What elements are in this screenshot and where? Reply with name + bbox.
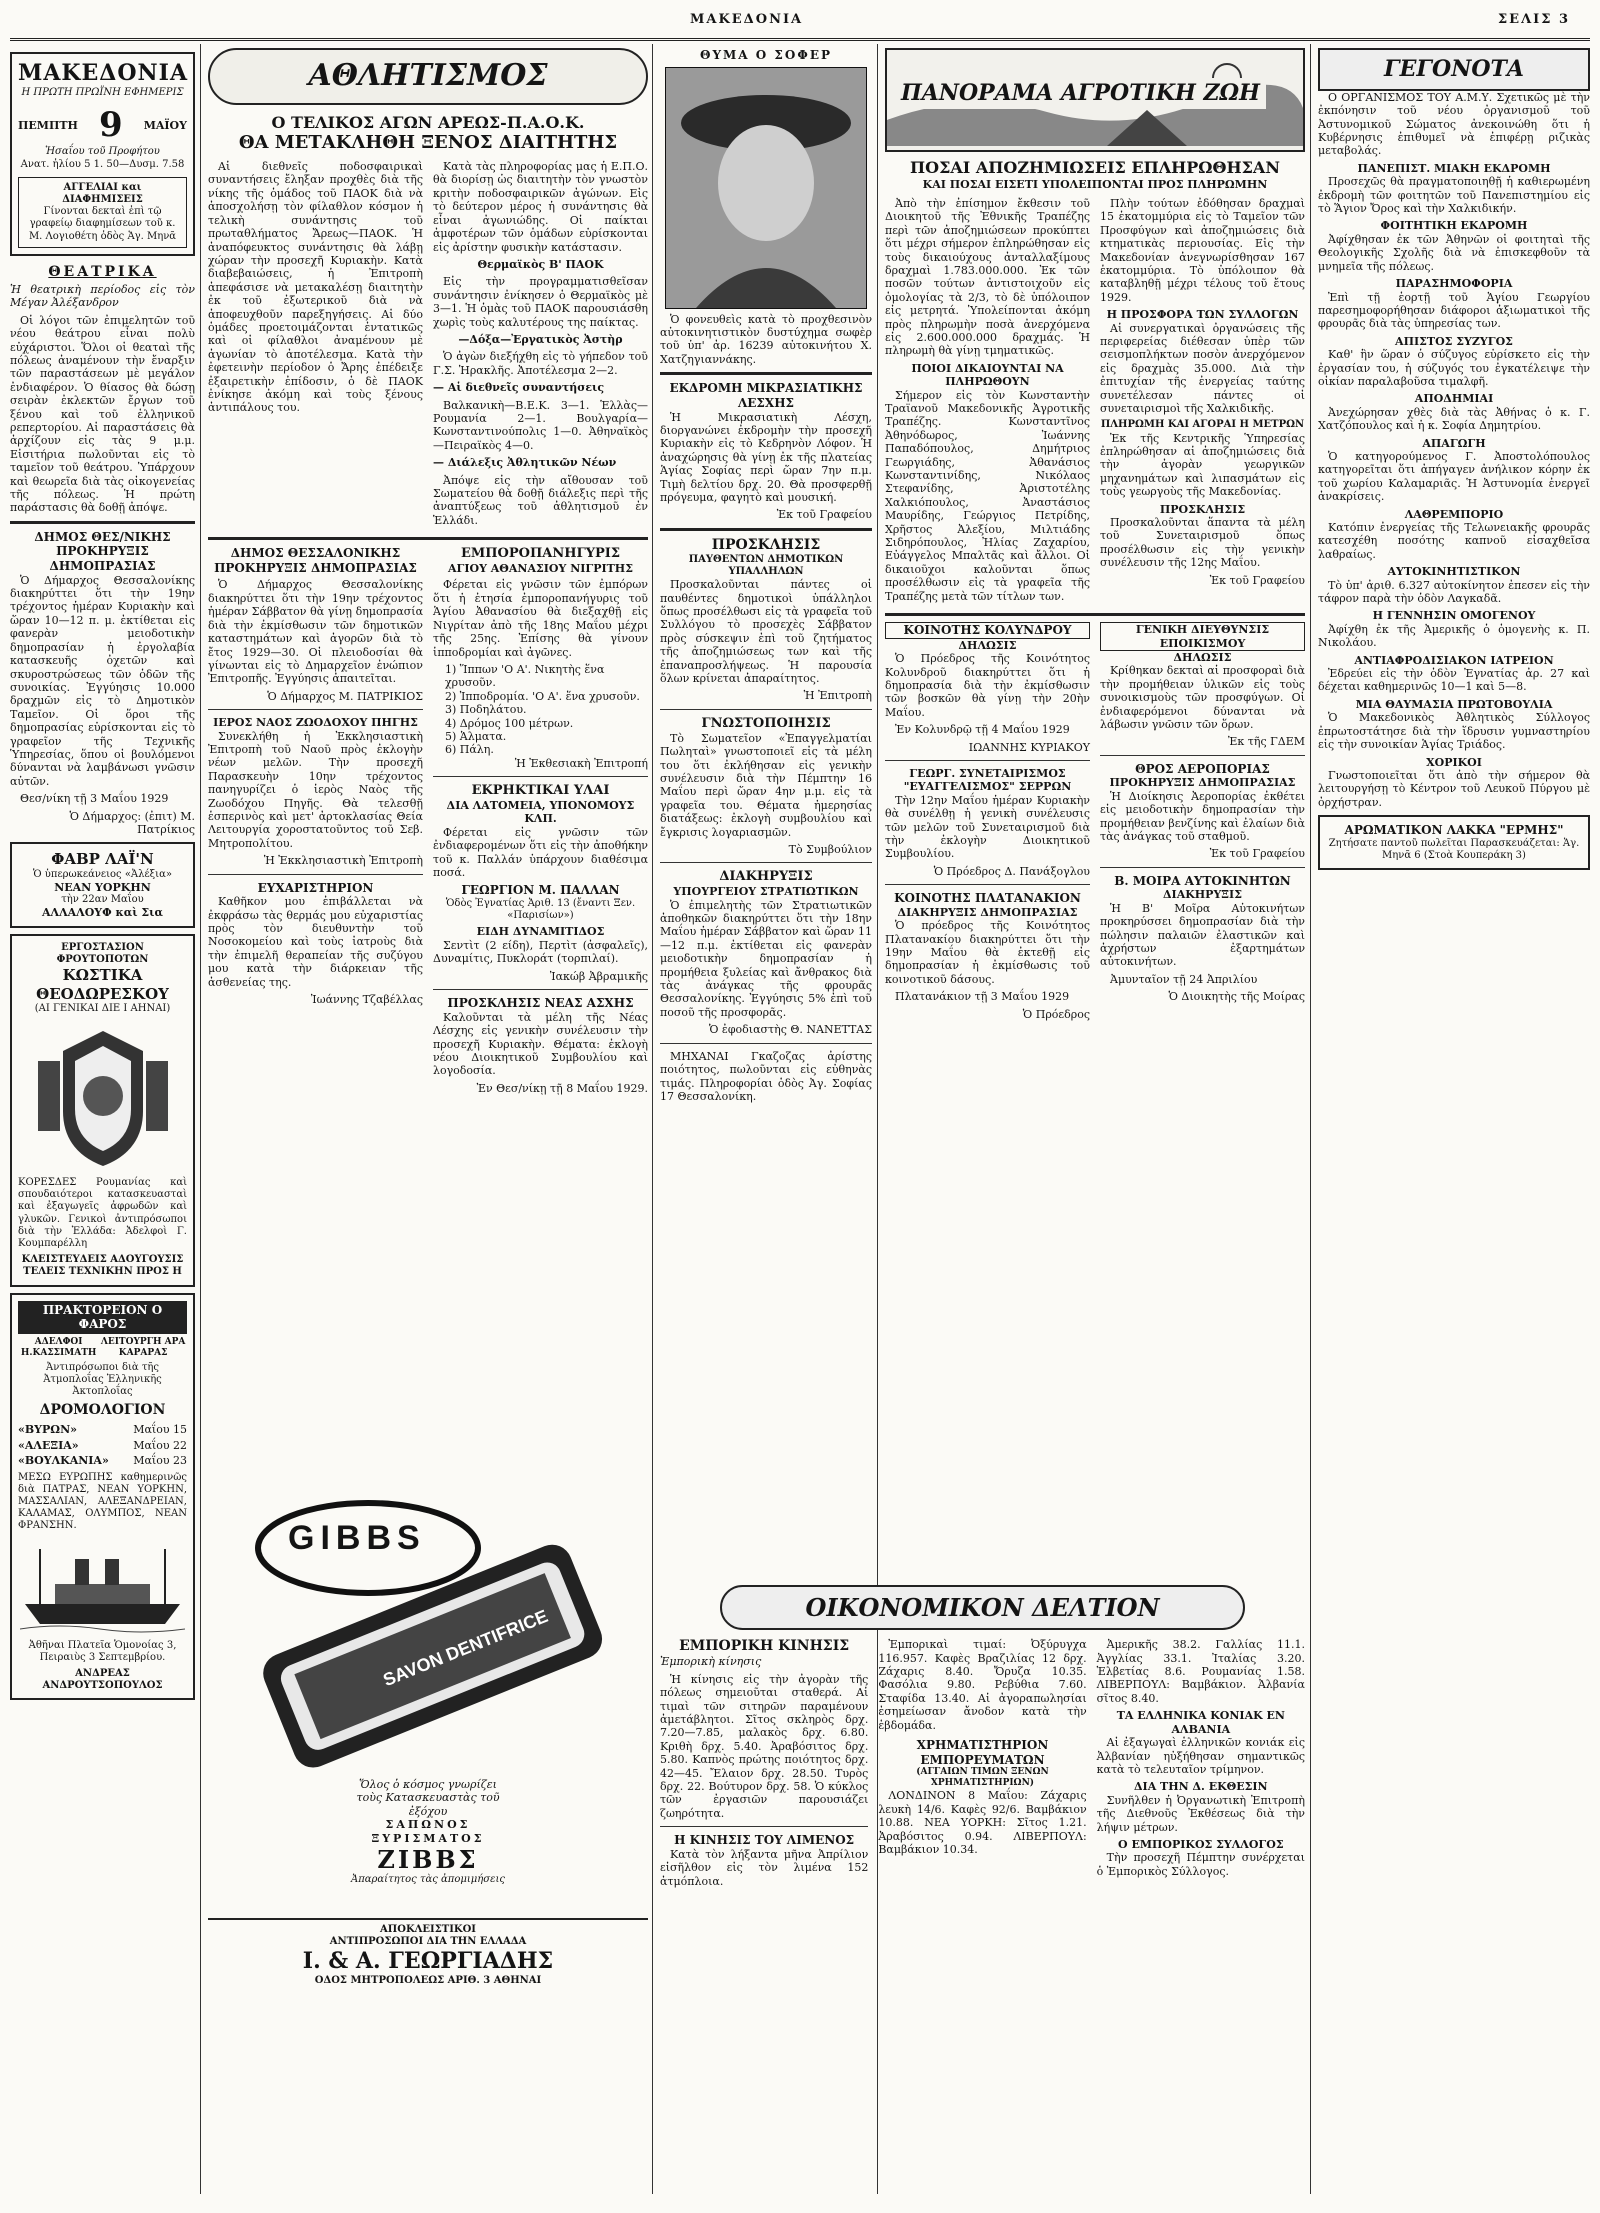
- column-2: [208, 48, 648, 2198]
- athletics-head2: ΘΑ ΜΕΤΑΚΛΗΘΗ ΞΕΝΟΣ ΔΙΑΙΤΗΤΗΣ: [238, 132, 618, 154]
- aviation-heading2: ΠΡΟΚΗΡΥΞΙΣ ΔΗΜΟΠΡΑΣΙΑΣ: [1109, 776, 1296, 790]
- econ-sub3: ΔΙΑ ΤΗΝ Δ. ΕΚΘΕΣΙΝ: [1134, 1780, 1268, 1794]
- victim-photo: [665, 67, 867, 309]
- facts-sub10: ΑΝΤΙΑΦΡΟΔΙΣΙΑΚΟΝ ΙΑΤΡΕΙΟΝ: [1354, 653, 1554, 667]
- notice1-heading2: ΠΡΟΚΗΡΥΞΙΣ ΔΗΜΟΠΡΑΣΙΑΣ: [49, 544, 156, 574]
- koinotis-sign: ΙΩΑΝΝΗΣ ΚΥΡΙΑΚΟΥ: [968, 740, 1090, 754]
- ship-name: «ΒΥΡΩΝ»: [18, 1423, 78, 1437]
- economic-section: [660, 1585, 1305, 2205]
- facts-sub2: ΦΟΙΤΗΤΙΚΗ ΕΚΔΡΟΜΗ: [1380, 219, 1528, 233]
- faros-title: ΠΡΑΚΤΟΡΕΙΟΝ Ο ΦΑΡΟΣ: [18, 1301, 187, 1334]
- athletics-sub2-text: Ὁ ἀγὼν διεξήχθη εἰς τὸ γήπεδον τοῦ Γ.Σ. Ἡρακλῆς. Ἀποτέλεσμα 2—2.: [433, 350, 648, 377]
- kostika-name: ΚΩΣΤΙΚΑ ΘΕΟΔΩΡΕΣΚΟΥ: [36, 966, 169, 1003]
- notice2-heading1: ΔΗΜΟΣ ΘΕΣΣΑΛΟΝΙΚΗΣ: [230, 546, 401, 561]
- masthead-date: 9: [98, 105, 123, 146]
- facts-sub6-text: Ὁ κατηγορούμενος Γ. Ἀποστολόπουλος κατηγορεῖται ὅτι ἀπήγαγεν ἀνήλικον κόρην ἐκ τοῦ χωρίου Καλαμαριᾶς. Ἡ Ἀστυνομία ἐνεργεῖ ἀνακρίσεις.: [1318, 449, 1590, 504]
- faros-lines: Ἀντιπρόσωποι διὰ τῆς Ἀτμοπλοΐας Ἑλληνικῆς Ἀκτοπλοΐας: [43, 1361, 162, 1398]
- header-paper-name: ΜΑΚΕΔΟΝΙΑ: [690, 12, 804, 27]
- facts-sub12: ΧΟΡΙΚΟΙ: [1426, 755, 1482, 769]
- school-heading: ΠΡΟΣΚΛΗΣΙΣ ΝΕΑΣ ΑΣΧΗΣ: [447, 996, 634, 1011]
- facts-sub10-text: Ἐδρεύει εἰς τὴν ὁδὸν Ἐγνατίας ἀρ. 27 καὶ δέχεται καθημερινῶς 10—1 καὶ 5—8.: [1318, 667, 1590, 694]
- masthead-day: ΠΕΜΠΤΗ: [18, 119, 78, 133]
- cars-body: Ἡ Β' Μοῖρα Αὐτοκινήτων προκηρύσσει δημοπρασίαν διὰ τὴν πώλησιν παλαιῶν ἐλαστικῶν καὶ ἀχρήστων ἐξαρτημάτων αὐτοκινήτων.: [1100, 901, 1305, 969]
- rural-sub-text: Σήμερον εἰς τὸν Κωνσταντὴν Τραϊανοῦ Μακεδονικῆς Ἀγροτικῆς Τραπέζης. Κωνσταντῖνος Ἀθηνόδωρος, Ἰωάννης Παπαδόπουλος, Δημήτριος Γεωργιάδης, Ἀθανάσιος Κωνσταντινίδης, Νικόλαος Στεφανίδης, Ἀριστοτέλης Χαλκιόπουλος, Ἀναστάσιος Μαυρίδης, Γεώργιος Πετρίδης, Χρῆστος Ἀλεξίου, Μιλτιάδης Σιδηρόπουλος, Ἠλίας Ζαχαρίου, Εὐάγγελος Μπαλτᾶς καὶ ἄλλοι. Οἱ δικαιοῦχοι καλοῦνται ὅπως προσέλθωσιν εἰς τὰ γραφεῖα τῆς Τραπέζης μετὰ τῶν τίτλων των.: [885, 388, 1090, 603]
- athletics-sub4: — Διάλεξις Ἀθλητικῶν Νέων: [433, 456, 617, 470]
- ad-favre: [10, 842, 195, 927]
- gibbs-line1: Ὅλος ὁ κόσμος γνωρίζει: [359, 1778, 497, 1791]
- ads-box-title: ΑΓΓΕΛΙΑΙ και ΔΙΑΦΗΜΙΣΕΙΣ: [62, 181, 143, 206]
- explosives-heading2: ΔΙΑ ΛΑΤΟΜΕΙΑ, ΥΠΟΝΟΜΟΥΣ ΚΛΠ.: [446, 799, 635, 826]
- rural-banner: [885, 48, 1305, 152]
- koinotis-date: Ἐν Κολυνδρῷ τῇ 4 Μαΐου 1929: [895, 723, 1070, 737]
- coop-sub2-text: Προσκαλοῦνται ἅπαντα τὰ μέλη τοῦ Συνεταιρισμοῦ ὅπως προσέλθωσιν εἰς τὴν γενικὴν συνέλευσιν τῆς 12ης Μαΐου.: [1100, 516, 1305, 570]
- platanaki-sign: Ὁ Πρόεδρος: [1022, 1007, 1090, 1021]
- coop-sign: Ἐκ τοῦ Γραφείου: [1209, 573, 1305, 587]
- platanaki-heading1: ΚΟΙΝΟΤΗΣ ΠΛΑΤΑΝΑΚΙΟΝ: [894, 891, 1081, 906]
- fair-heading1: ΕΜΠΟΡΟΠΑΝΗΓΥΡΙΣ: [460, 546, 621, 562]
- theatre-lead: Ἡ θεατρικὴ περίοδος εἰς τὸν Μέγαν Ἀλέξανδρον: [10, 282, 195, 310]
- gibbs-soap: SAVON DENTIFRICE: [380, 1605, 551, 1691]
- coop-serres-sign: Ὁ Πρόεδρος Δ. Πανάξογλου: [933, 864, 1090, 878]
- announce-heading: ΓΝΩΣΤΟΠΟΙΗΣΙΣ: [701, 715, 831, 731]
- ship-date: Μαΐου 23: [133, 1454, 187, 1468]
- gibbs-company: Ι. & Α. ΓΕΩΡΓΙΑΔΗΣ: [302, 1948, 554, 1975]
- athletics-sub3-text: Βαλκανικὴ—Β.Ε.Κ. 3—1. Ἑλλὰς—Ρουμανία 2—1. Βουλγαρία—Κωνσταντινούπολις 1—0. Ἀθηναϊκὸς—Πειραϊκὸς 4—0.: [433, 398, 648, 452]
- econ-sub3-text: Συνῆλθεν ἡ Ὀργανωτικὴ Ἐπιτροπὴ τῆς Διεθνοῦς Ἐκθέσεως διὰ τὴν λήψιν μέτρων.: [1096, 1793, 1305, 1834]
- explosives-addr: Ὁδὸς Ἐγνατίας Ἀριθ. 13 (ἔναντι Ξεν. «Παρισίων»): [445, 898, 636, 922]
- favre-text: Ὁ ὑπερωκεάνειος «Ἀλέξια»: [33, 868, 172, 880]
- rural-sub: ΠΟΙΟΙ ΔΙΚΑΙΟΥΝΤΑΙ ΝΑ ΠΛΗΡΩΘΟΥΝ: [911, 361, 1064, 389]
- explosives-types-title: ΕΙΔΗ ΔΥΝΑΜΙΤΙΔΟΣ: [476, 925, 605, 939]
- facts-sub3-text: Ἐπὶ τῇ ἑορτῇ τοῦ Ἁγίου Γεωργίου παρεσημοφορήθησαν διάφοροι ἀξιωματικοὶ τῆς φρουρᾶς διὰ τὰς ὑπηρεσίας των.: [1318, 290, 1590, 331]
- notice2-body: Ὁ Δήμαρχος Θεσσαλονίκης διακηρύττει ὅτι τὴν 19ην τρέχοντος ἡμέραν Σάββατον θὰ γίνῃ δημοπρασία διὰ τὴν ἐκμίσθωσιν τῶν δημοτικῶν καταστημάτων καὶ ἀγορῶν διὰ τὸ ἔτος 1929—30. Οἱ πλειοδοσίαι θὰ γίνωνται εἰς τὸ Δημαρχεῖον ἐνώπιον Ἐπιτροπῆς. Ἐγγύησις ἀπαιτεῖται.: [208, 578, 423, 686]
- economic-banner: ΟΙΚΟΝΟΜΙΚΟΝ ΔΕΛΤΙΟΝ: [720, 1585, 1245, 1630]
- masthead-subtitle: Η ΠΡΩΤΗ ΠΡΩΪΝΗ ΕΦΗΜΕΡΙΣ: [21, 86, 184, 98]
- athletics-body-left: Αἱ διεθνεῖς ποδοσφαιρικαὶ συναντήσεις ἔληξαν προχθὲς διὰ τῆς νίκης τῆς ὁμάδος τοῦ ΠΑΟΚ διὰ νὰ ἀποσχολήσῃ τὸν φίλαθλον κόσμον ἡ τελικὴ συνάντησις τοῦ πρωταθλήματος Ἄρεως—ΠΑΟΚ. Ἡ ἀναπόφευκτος συνάντησις θὰ λάβῃ χώραν τὴν προσεχῆ Κυριακὴν. Κατὰ διαβεβαιώσεις, ἡ Ἐπιτροπὴ ἀπεφάσισε νὰ μετακαλέσῃ διαιτητὴν ἐκ τοῦ ἐξωτερικοῦ διὰ νὰ ἀποφευχθοῦν παρεξηγήσεις. Αἱ δύο ὁμάδες προετοιμάζονται ἐντατικῶς καὶ οἱ φίλαθλοι ἀναμένουν μὲ ἀγωνίαν τὸ ἀποτέλεσμα. Κατὰ τὴν ἐφετεινὴν περίοδον ὁ Ἄρης ἐπέδειξε ἐξαιρετικὴν ἐπίδοσιν, ὁ δὲ ΠΑΟΚ ἐνίκησε ἀκόμη καὶ τοὺς ξένους ἀντιπάλους του.: [208, 160, 423, 415]
- coop-sub: ΠΛΗΡΩΜΗ ΚΑΙ ΑΓΟΡΑΙ Η ΜΕΤΡΩΝ: [1100, 419, 1305, 431]
- church-sign: Ἡ Ἐκκλησιαστικὴ Ἐπιτροπὴ: [263, 854, 423, 868]
- column-rule: [652, 44, 653, 2194]
- fair-item: 2) Ἱπποδρομία. 'Ο Α'. ἕνα χρυσοῦν.: [445, 689, 640, 703]
- explosives-body: Φέρεται εἰς γνῶσιν τῶν ἐνδιαφερομένων ὅτι εἰς τὴν ἀποθήκην τοῦ κ. Παλλάν ὑπάρχουν διαθέσιμα ποσά.: [433, 825, 648, 880]
- facts-sub1-text: Προσεχῶς θὰ πραγματοποιηθῇ ἡ καθιερωμένη ἐκδρομὴ τῶν φοιτητῶν τοῦ Πανεπιστημίου εἰς τὸ Ἅγιον Ὄρος καὶ τὴν Χαλκιδικήν.: [1318, 175, 1590, 216]
- gibbs-brand: GIBBS: [288, 1519, 426, 1557]
- notice2-heading2: ΠΡΟΚΗΡΥΞΙΣ ΔΗΜΟΠΡΑΣΙΑΣ: [214, 560, 417, 575]
- fair-item: 5) Ἁλματα.: [445, 729, 507, 743]
- facts-sub8: ΑΥΤΟΚΙΝΗΤΙΣΤΙΚΟΝ: [1387, 565, 1521, 579]
- facts-body: Ο ΟΡΓΑΝΙΣΜΟΣ ΤΟΥ Α.Μ.Υ. Σχετικῶς μὲ τὴν ἐκπόνησιν τοῦ νέου ὀργανισμοῦ τοῦ Ἀστυνομικοῦ Σώματος ἀνεκοινώθη ὅτι ἡ Κυβέρνησις ἐπιθυμεῖ νὰ ἐπιφέρῃ ριζικὰς μεταβολάς.: [1318, 90, 1590, 158]
- economic-heading: ΕΜΠΟΡΙΚΗ ΚΙΝΗΣΙΣ: [679, 1638, 850, 1655]
- gibbs-line3: ἐξόχου: [408, 1804, 448, 1818]
- fair-sign: Ἡ Ἐκθεσιακὴ Ἐπιτροπή: [514, 756, 648, 770]
- school-body: Καλοῦνται τὰ μέλη τῆς Νέας Λέσχης εἰς γενικὴν συνέλευσιν τὴν προσεχῆ Κυριακὴν. Θέματα: ἐκλογὴ νέου Διοικητικοῦ Συμβουλίου καὶ λογοδοσία.: [433, 1010, 648, 1078]
- supply-heading1: ΓΕΝΙΚΗ ΔΙΕΥΘΥΝΣΙΣ ΕΠΟΙΚΙΣΜΟΥ: [1100, 622, 1305, 651]
- gibbs-line2: τοὺς Κατασκευαστὰς τοῦ: [356, 1791, 500, 1805]
- invite-heading: ΠΡΟΣΚΛΗΣΙΣ: [711, 536, 821, 553]
- invite-sign: Ἡ Ἐπιτροπὴ: [803, 689, 872, 703]
- invite-body: Προσκαλοῦνται πάντες οἱ παυθέντες δημοτικοὶ ὑπάλληλοι ὅπως προσέλθωσι εἰς τὰ γραφεῖα τοῦ Συλλόγου τὸ προσεχὲς Σάββατον πρὸς σύσκεψιν ἐπὶ τοῦ ζητήματος τῆς ἀποζημιώσεως των καὶ τῆς ἐπαναπροσλήψεως. Ἡ παρουσία ὅλων κρίνεται ἀπαραίτητος.: [660, 578, 872, 686]
- econ-sub2-text: Αἱ ἐξαγωγαὶ ἑλληνικῶν κονιάκ εἰς Ἀλβανίαν ηὐξήθησαν σημαντικῶς κατὰ τὸ τελευταῖον τρίμηνον.: [1096, 1736, 1305, 1776]
- faros-right: ΛΕΙΤΟΥΡΓΗ ΑΡΑ ΚΑΡΑΡΑΣ: [100, 1336, 186, 1358]
- exchange-body: ΛΟΝΔΙΝΟΝ 8 Μαΐου: Ζάχαρις λευκὴ 14/6. Καφὲς 92/6. Βαμβάκιον 10.88. ΝΕΑ ΥΟΡΚΗ: Σῖτος 1.21. Ἀραβόσιτος 0.94. ΛΙΒΕΡΠΟΥΛ: Βαμβάκιον 10.34.: [878, 1789, 1087, 1856]
- facts-sub5: ΑΠΟΔΗΜΙΑΙ: [1414, 392, 1494, 406]
- facts-sub6: ΑΠΑΓΩΓΗ: [1422, 436, 1486, 450]
- facts-sub5-text: Ἀνεχώρησαν χθὲς διὰ τὰς Ἀθήνας ὁ κ. Γ. Χατζόπουλος καὶ ἡ κ. Σοφία Δημητρίου.: [1318, 405, 1590, 433]
- theatre-body: Οἱ λόγοι τῶν ἐπιμελητῶν τοῦ νέου θεάτρου εἶναι πολὺ εὐχάριστοι. Ὅλοι οἱ θεαταὶ τῆς πόλεως ἀναμένουν τὴν ἔναρξιν τῶν παραστάσεων μὲ μεγάλον ἐνδιαφέρον. Ὁ θίασος θὰ δώσῃ σειρὰν ἐκλεκτῶν ἔργων τοῦ ξένου καὶ τοῦ ἑλληνικοῦ ρεπερτορίου. Αἱ παραστάσεις θὰ ἀρχίζουν εἰς τὰς 9 μ.μ. Εἰσιτήρια πωλοῦνται εἰς τὸ ταμεῖον τοῦ θεάτρου. Ὑπάρχουν καὶ θεωρεῖα διὰ τὰς οἰκογενείας τῆς πόλεως. Ἡ πρώτη παράστασις θὰ δοθῇ ἀπόψε.: [10, 313, 195, 515]
- masthead: [10, 52, 195, 256]
- athletics-sub2: —Δόξα—Ἐργατικὸς Ἀστὴρ: [458, 332, 623, 346]
- cars-sign: Ὁ Διοικητὴς τῆς Μοίρας: [1168, 990, 1305, 1004]
- coop-sub-text: Ἐκ τῆς Κεντρικῆς Ὑπηρεσίας ἐπληρώθησαν αἱ ἀποζημιώσεις διὰ τὴν ἀγορὰν γεωργικῶν μηχανημάτων καὶ λιπασμάτων εἰς τοὺς γεωργοὺς τῆς Μακεδονίας.: [1100, 431, 1305, 499]
- coop-body: Αἱ συνεργατικαὶ ὀργανώσεις τῆς περιφερείας διέθεσαν ὑπὲρ τῶν σεισμοπλήκτων ποσὸν ἀνερχόμενον εἰς δραχμὰς 35.000. Διὰ τὴν ἐπιτυχίαν τῆς ἐνεργείας ταύτης συνετέλεσαν πάντες οἱ συνεταιρισμοὶ τῆς Χαλκιδικῆς.: [1100, 321, 1305, 416]
- faros-left: ΑΔΕΛΦΟΙ Η.ΚΑΣΣΙΜΑΤΗ: [20, 1336, 97, 1358]
- explosives-types: Σεντὶτ (2 είδη), Περτὶτ (ἀσφαλεῖς), Δυναμίτις, Πυκλοράτ (τορπιλαί).: [433, 938, 648, 966]
- econ-sub4-text: Τὴν προσεχῆ Πέμπτην συνέρχεται ὁ Ἐμπορικὸς Σύλλογος.: [1096, 1851, 1305, 1878]
- economic-body: Ἡ κίνησις εἰς τὴν ἀγορὰν τῆς πόλεως σημειοῦται σταθερά. Αἱ τιμαὶ τῶν σιτηρῶν παραμένουν ἀμετάβλητοι. Σῖτος σκληρὸς δρχ. 7.20—7.85, μαλακὸς δρχ. 6.80. Κριθὴ δρχ. 5.40. Ἀραβόσιτος δρχ. 5.80. Καπνὸς πρώτης ποιότητος δρχ. 42—45. Ἔλαιον δρχ. 28.50. Τυρὸς δρχ. 22. Βούτυρον δρχ. 58. Ὁ κύκλος τῶν ἐργασιῶν παρουσιάζει ζωηρότητα.: [660, 1672, 869, 1820]
- facts-sub8-text: Τὸ ὑπ' ἀριθ. 6.327 αὐτοκίνητον ἐπεσεν εἰς τὴν τάφρον παρὰ τὴν ὁδὸν Λαγκαδᾶ.: [1318, 578, 1590, 606]
- column-5: [1318, 48, 1590, 2198]
- athletics-sub3: — Αἱ διεθνεῖς συναντήσεις: [433, 381, 605, 395]
- column-rule: [1310, 44, 1311, 2194]
- victim-heading: ΘΥΜΑ Ο ΣΟΦΕΡ: [700, 48, 832, 62]
- gibbs-product2: ΞΥΡΙΣΜΑΤΟΣ: [371, 1831, 485, 1845]
- lakka-ad: [1318, 815, 1590, 870]
- market-col: Ἐμπορικαὶ τιμαί: Ὀξύρυγχα 116.957. Καφὲς Βραζιλίας 12 δρχ. Ζάχαρις 8.40. Ὄρυζα 10.35. Φασόλια 9.80. Ρεβύθια 7.60. Σταφίδα 13.40. Αἱ ἀγοραπωλησίαι ἐσημείωσαν ἄνοδον κατὰ τὴν ἑβδομάδα.: [878, 1638, 1087, 1732]
- column-1: [10, 48, 195, 2198]
- gibbs-tagline: Ἀπαραίτητος τὰς ἀπομιμήσεις: [351, 1874, 505, 1886]
- athletics-sub4-text: Ἀπόψε εἰς τὴν αἴθουσαν τοῦ Σωματείου θὰ δοθῇ διάλεξις περὶ τῆς ἀναπτύξεως τοῦ ἀθλητισμοῦ ἐν Ἑλλάδι.: [433, 473, 648, 527]
- theatre-heading: ΘΕΑΤΡΙΚΑ: [48, 263, 157, 280]
- army-heading1: ΔΙΑΚΗΡΥΞΙΣ: [719, 869, 813, 885]
- thanks-sign: Ἰωάννης Τζαβέλλας: [310, 993, 423, 1007]
- church-heading: ΙΕΡΟΣ ΝΑΟΣ ΖΩΟΔΟΧΟΥ ΠΗΓΗΣ: [213, 716, 418, 730]
- facts-sub12-text: Γνωστοποιεῖται ὅτι ἀπὸ τὴν σήμερον θὰ λειτουργήσῃ τὸ Κέντρον τοῦ Λευκοῦ Πύργου μὲ ὀρχήστραν.: [1318, 768, 1590, 809]
- faros-route-title: ΔΡΟΜΟΛΟΓΙΟΝ: [39, 1402, 166, 1419]
- thanks-heading: ΕΥΧΑΡΙΣΤΗΡΙΟΝ: [257, 880, 374, 895]
- platanaki-heading2: ΔΙΑΚΗΡΥΞΙΣ ΔΗΜΟΠΡΑΣΙΑΣ: [897, 905, 1078, 919]
- fair-item: 6) Πάλη.: [445, 743, 494, 757]
- platanaki-body: Ὁ πρόεδρος τῆς Κοινότητος Πλατανακίου διακηρύττει ὅτι τὴν 19ην Μαΐου θὰ ἐκτεθῇ εἰς δημοπρασίαν ἡ ἐκμίσθωσις τοῦ κοινοτικοῦ δάσους.: [885, 919, 1090, 986]
- notice1-heading1: ΔΗΜΟΣ ΘΕΣ/ΝΙΚΗΣ: [34, 529, 171, 544]
- faros-contact: Ἀθῆναι Πλατεῖα Ὁμονοίας 3, Πειραιὺς 3 Σεπτεμβρίου.: [28, 1639, 177, 1663]
- facts-banner: ΓΕΓΟΝΟΤΑ: [1318, 48, 1590, 91]
- army-heading2: ΥΠΟΥΡΓΕΙΟΥ ΣΤΡΑΤΙΩΤΙΚΩΝ: [673, 885, 859, 899]
- rural-body-left: Ἀπὸ τὴν ἐπίσημον ἔκθεσιν τοῦ Διοικητοῦ τῆς Ἐθνικῆς Τραπέζης περὶ τῶν ἀποζημιώσεων προκύπτει ὅτι μέχρι σήμερον ἐπληρώθησαν εἰς τοὺς δικαιούχους ἀνταλλαξίμους δραχμαὶ 1.783.000.000. Ἐκ τῶν ποσῶν τούτων ἀντιστοιχοῦν εἰς ὁμολογίας τὰ 2/3, τὸ δὲ ὑπόλοιπον εἰς μετρητά. Ὑπολείπονται ἀκόμη πρὸς πληρωμὴν ποσὰ ἀνερχόμενα εἰς 2.600.000.000 δραχμάς. Ἡ πληρωμὴ θὰ γίνῃ τμηματικῶς.: [885, 196, 1090, 358]
- favre-name: ΦΑΒΡ ΛΑΪ'Ν: [51, 850, 154, 869]
- coop-serres-heading1: ΓΕΩΡΓ. ΣΥΝΕΤΑΙΡΙΣΜΟΣ: [909, 766, 1066, 780]
- gibbs-product-name: ΖΙΒΒΣ: [377, 1845, 479, 1875]
- fair-body: Φέρεται εἰς γνῶσιν τῶν ἐμπόρων ὅτι ἡ ἐτησία ἐμποροπανήγυρις τοῦ Ἁγίου Ἀθανασίου θὰ διεξαχθῇ εἰς Νιγρίταν ἀπὸ τῆς 18ης Μαΐου μέχρι τῆς 25ης. Ἐπίσης θὰ γίνουν ἱπποδρομίαι καὶ ἀγῶνες.: [433, 578, 648, 659]
- ship-date: Μαΐου 22: [133, 1438, 187, 1452]
- athletics-sub1: Θερμαϊκὸς Β' ΠΑΟΚ: [477, 257, 604, 271]
- notice1-sign2: Ὁ Δήμαρχος: (ἐπιτ) Μ. Πατρίκιος: [69, 809, 195, 836]
- aviation-body: Ἡ Διοίκησις Ἀεροπορίας ἐκθέτει εἰς μειοδοτικὴν δημοπρασίαν τὴν προμήθειαν βενζίνης καὶ ἐλαίων διὰ τὰς ἀνάγκας τοῦ σταθμοῦ.: [1100, 789, 1305, 844]
- column-4: [885, 48, 1305, 1568]
- asia-sign: Ἐκ τοῦ Γραφείου: [776, 508, 872, 522]
- thanks-body: Καθῆκον μου ἐπιβάλλεται νὰ ἐκφράσω τὰς θερμάς μου εὐχαριστίας πρὸς τὸν διευθυντὴν τοῦ Νοσοκομείου καὶ τοὺς ἰατροὺς διὰ τὴν ἐπιμελῆ θεραπείαν τῆς συζύγου μου κατὰ τὴν διάρκειαν τῆς ἀσθενείας της.: [208, 895, 423, 989]
- ad-kostika: [10, 934, 195, 1287]
- announce-sign: Τὸ Συμβούλιον: [788, 842, 872, 856]
- lakka-brand: ΑΡΩΜΑΤΙΚΟΝ ΛΑΚΚΑ "ΕΡΜΗΣ": [1344, 823, 1564, 838]
- notice1-body: Ὁ Δήμαρχος Θεσσαλονίκης διακηρύττει ὅτι τὴν 19ην τρέχοντος ἡμέραν Κυριακὴν καὶ ὥραν 10—12 π. μ. ἐκτίθεται εἰς φανερὰν μειοδοτικὴν δημοπρασίαν ἡ ἐργολαβία κατασκευῆς ὀχετῶν καὶ σκυροστρώσεως τῶν ὁδῶν τῆς συνοικίας. Ἐγγύησις 10.000 δραχμῶν εἰς τὸ Δημοτικὸν Ταμεῖον. Οἱ ὅροι τῆς δημοπρασίας εὑρίσκονται εἰς τὸ γραφεῖον τῆς Τεχνικῆς Ὑπηρεσίας, ὅπου οἱ βουλόμενοι δύνανται νὰ λαμβάνωσι γνῶσιν αὐτῶν.: [10, 573, 195, 788]
- port-body: Κατὰ τὸν λήξαντα μῆνα Ἀπρίλιον εἰσῆλθον εἰς τὸν λιμένα 152 ἀτμόπλοια.: [660, 1847, 869, 1888]
- platanaki-date: Πλατανάκιον τῇ 3 Μαΐου 1929: [895, 990, 1070, 1004]
- facts-sub11: ΜΙΑ ΘΑΥΜΑΣΙΑ ΠΡΩΤΟΒΟΥΛΙΑ: [1355, 697, 1553, 711]
- school-sign: Ἐν Θεσ/νίκῃ τῇ 8 Μαΐου 1929.: [476, 1081, 648, 1095]
- athletics-sub1-text: Εἰς τὴν προγραμματισθεῖσαν συνάντησιν ἐνίκησεν ὁ Θερμαϊκὸς μὲ 3—1. Ἡ ὁμὰς τοῦ ΠΑΟΚ παρουσιάσθη χωρὶς τοὺς καλυτέρους της παίκτας.: [433, 275, 648, 329]
- fair-heading2: ΑΓΙΟΥ ΑΘΑΝΑΣΙΟΥ ΝΙΓΡΙΤΗΣ: [448, 562, 633, 576]
- army-body: Ὁ ἐπιμελητὴς τῶν Στρατιωτικῶν ἀποθηκῶν διακηρύττει ὅτι τὴν 18ην Μαΐου ἡμέραν Σάββατον καὶ ὥραν 11—12 π.μ. ἐκτίθεται εἰς φανερὰν μειοδοτικὴν δημοπρασίαν ἡ προμήθεια ξυλείας καὶ ἄνθρακος διὰ τὰς ἀνάγκας τῆς φρουρᾶς Θεσσαλονίκης. Ἐγγύησις 5% ἐπὶ τοῦ ποσοῦ τῆς προσφορᾶς.: [660, 898, 872, 1019]
- gibbs-product1: ΣΑΠΩΝΟΣ: [385, 1818, 471, 1832]
- exchange-title: ΧΡΗΜΑΤΙΣΤΗΡΙΟΝ ΕΜΠΟΡΕΥΜΑΤΩΝ: [916, 1738, 1049, 1767]
- asia-heading: ΕΚΔΡΟΜΗ ΜΙΚΡΑΣΙΑΤΙΚΗΣ ΛΕΣΧΗΣ: [669, 381, 863, 410]
- favre-route: NEAN ΥΟΡΚΗΝ: [54, 880, 151, 894]
- facts-sub4-text: Καθ' ἣν ὥραν ὁ σύζυγος εὑρίσκετο εἰς τὴν ἐργασίαν του, ἡ σύζυγός του ἐγκατέλειψε τὴν οἰκίαν παραλαβοῦσα τιμαλφῆ.: [1318, 348, 1590, 388]
- athletics-banner: ΑΘΛΗΤΙΣΜΟΣ: [208, 48, 648, 105]
- rural-head1: ΠΟΣΑΙ ΑΠΟΖΗΜΙΩΣΕΙΣ ΕΠΛΗΡΩΘΗΣΑΝ: [910, 158, 1280, 177]
- church-body: Συνεκλήθη ἡ Ἐκκλησιαστικὴ Ἐπιτροπὴ τοῦ Ναοῦ πρὸς ἐκλογὴν νέων μελῶν. Τὴν προσεχῆ Παρασκευὴν 10ην τρέχοντος πανηγυρίζει ὁ ἱερὸς Ναὸς τῆς Ζωοδόχου Πηγῆς. Θὰ τελεσθῇ ἑσπερινὸς καὶ μετ' ἀρτοκλασίας Θεία Λειτουργία χοροστατοῦντος τοῦ Σεβ. Μητροπολίτου.: [208, 729, 423, 850]
- army-sign: Ὁ ἐφοδιαστὴς Θ. ΝΑΝΕΤΤΑΣ: [708, 1023, 872, 1037]
- coat-of-arms-icon: [33, 1021, 173, 1171]
- kostika-footer: ΚΛΕΙΣΤΕΥΔΕΙΣ ΑΔΟΥΓΟΥΣΙΣ ΤΕΛΕΙΣ ΤΕΧΝΙΚΗΝ ΠΡΟΣ Η: [21, 1254, 184, 1278]
- faros-director: ΑΝΔΡΕΑΣ ΑΝΔΡΟΥΤΣΟΠΟΥΛΟΣ: [42, 1667, 163, 1692]
- victim-caption: Ὁ φονευθεὶς κατὰ τὸ προχθεσινὸν αὐτοκινητιστικὸν δυστύχημα σωφὲρ τοῦ ὑπ' ἀρ. 16239 αὐτοκινήτου Χ. Χατζηγιαννάκης.: [660, 312, 872, 366]
- notice2-sign: Ὁ Δήμαρχος Μ. ΠΑΤΡΙΚΙΟΣ: [267, 689, 423, 703]
- coop-heading: Η ΠΡΟΣΦΟΡΑ ΤΩΝ ΣΥΛΛΟΓΩΝ: [1106, 308, 1299, 322]
- supply-heading2: ΔΗΛΩΣΙΣ: [1173, 650, 1232, 664]
- gibbs-ad: [228, 1478, 638, 1898]
- aviation-heading1: ΘΡΟΣ ΑΕΡΟΠΟΡΙΑΣ: [1135, 761, 1270, 776]
- athletics-body-right: Κατὰ τὰς πληροφορίας μας ἡ Ε.Π.Ο. θὰ διορίσῃ ὡς διαιτητὴν τὸν γνωστὸν κριτὴν ποδοσφαιρικῶν ἀγώνων. Εἰς τὸ δεύτερον μέρος ἡ συνάντησις θὰ εἶναι ἀγωνιώδης. Οἱ παίκται ἀμφοτέρων τῶν ὁμάδων εὑρίσκονται εἰς ἀρίστην φυσικὴν κατάστασιν.: [433, 160, 648, 254]
- kostika-sub: (ΑΙ ΓΕΝΙΚΑΙ ΔΙΕ Ι ΑΗΝΑΙ): [34, 1002, 171, 1014]
- fair-item: 1) Ἵππων 'Ο Α'. Νικητὴς ἕνα χρυσοῦν.: [445, 662, 605, 690]
- fair-item: 4) Δρόμος 100 μέτρων.: [445, 716, 574, 730]
- koinotis-body: Ὁ Πρόεδρος τῆς Κοινότητος Κολυνδροῦ διακηρύττει ὅτι ἡ δημοπρασία διὰ τὴν ἐκμίσθωσιν τῶν βοσκῶν θὰ γίνῃ τὴν 20ὴν Μαΐου.: [885, 652, 1090, 719]
- rural-body-right: Πλὴν τούτων ἐδόθησαν δραχμαὶ 15 ἑκατομμύρια εἰς τὸ Ταμεῖον τῶν Προσφύγων καὶ ἀποζημιώσεις διὰ κτηματικὰς περιουσίας. Εἰς τὴν Μακεδονίαν ἀνεγνωρίσθησαν 167 ἑκατομμύρια. Τὸ ὑπόλοιπον θὰ καταβληθῇ μέχρι τέλους τοῦ ἔτους 1929.: [1100, 196, 1305, 304]
- rural-head2: ΚΑΙ ΠΟΣΑΙ ΕΙΣΕΤΙ ΥΠΟΛΕΙΠΟΝΤΑΙ ΠΡΟΣ ΠΛΗΡΩΜΗΝ: [922, 177, 1268, 191]
- lakka-text: Ζητήσατε παντοῦ πωλεῖται Παρασκευάζεται: Ἁγ. Μηνᾶ 6 (Στοὰ Κουπεράκη 3): [1328, 837, 1580, 861]
- ship-name: «ΑΛΕΞΙΑ»: [18, 1438, 79, 1452]
- ads-box-text: Γίνονται δεκταὶ ἐπὶ τῷ γραφείῳ διαφημίσεων τοῦ κ. Μ. Λογιοθέτη ὁδὸς Ἁγ. Μηνᾶ: [28, 206, 177, 242]
- asia-body: Ἡ Μικρασιατικὴ Λέσχη, διοργανώνει ἐκδρομὴν τὴν προσεχῆ Κυριακὴν εἰς τὸ Κεδρηνὸν Λόφον. Ἡ ἀναχώρησις θὰ γίνῃ ἐκ τῆς πλατείας Ἁγίας Σοφίας περὶ ὥραν 7ην π.μ. Τιμὴ δελτίου δρχ. 20. Θὰ προσφερθῇ πρόγευμα, φαγητὸ καὶ μουσική.: [660, 410, 872, 504]
- page-header: [10, 8, 1590, 41]
- cars-date: Ἀμυνταῖον τῇ 24 Ἀπριλίου: [1110, 972, 1258, 986]
- facts-sub7: ΛΑΘΡΕΜΠΟΡΙΟ: [1404, 507, 1504, 521]
- port-title: Η ΚΙΝΗΣΙΣ ΤΟΥ ΛΙΜΕΝΟΣ: [674, 1833, 855, 1848]
- ship-date: Μαΐου 15: [133, 1423, 187, 1437]
- coop-serres-body: Τὴν 12ην Μαΐου ἡμέραν Κυριακὴν θὰ συνέλθῃ ἡ γενικὴ συνέλευσις τῶν μελῶν τοῦ Συνεταιρισμοῦ διὰ τὴν ἐκλογὴν Διοικητικοῦ Συμβουλίου.: [885, 793, 1090, 861]
- cars-heading1: Β. ΜΟΙΡΑ ΑΥΤΟΚΙΝΗΤΩΝ: [1114, 873, 1291, 888]
- econ-sub4: Ο ΕΜΠΟΡΙΚΟΣ ΣΥΛΛΟΓΟΣ: [1118, 1837, 1284, 1851]
- explosives-heading1: ΕΚΡΗΚΤΙΚΑΙ ΥΛΑΙ: [471, 783, 610, 799]
- facts-sub4: ΑΠΙΣΤΟΣ ΣΥΖΥΓΟΣ: [1395, 334, 1513, 348]
- coop-sub2: ΠΡΟΣΚΛΗΣΙΣ: [1159, 502, 1246, 516]
- fair-item: 3) Ποδηλάτου.: [445, 703, 527, 717]
- ship-name: «ΒΟΥΛΚΑΝΙΑ»: [18, 1454, 109, 1468]
- gibbs-ex: ΑΠΟΚΛΕΙΣΤΙΚΟΙ: [380, 1924, 476, 1935]
- econ-sub2: ΤΑ ΕΛΛΗΝΙΚΑ ΚΟΝΙΑΚ ΕΝ ΑΛΒΑΝΙΑ: [1116, 1709, 1285, 1736]
- masthead-month: ΜΑΪΟΥ: [143, 119, 187, 133]
- explosives-name: ΓΕΩΡΓΙΟΝ Μ. ΠΑΛΛΑΝ: [461, 883, 620, 898]
- rural-banner-text: ΠΑΝΟΡΑΜΑ ΑΓΡΟΤΙΚΗ ΖΩΗ: [895, 78, 1266, 109]
- gibbs-address: ΟΔΟΣ ΜΗΤΡΟΠΟΛΕΩΣ ΑΡΙΘ. 3 ΑΘΗΝΑΙ: [314, 1975, 542, 1987]
- header-page-number: ΣΕΛΙΣ 3: [1497, 12, 1570, 27]
- invite-sub: ΠΑΥΘΕΝΤΩΝ ΔΗΜΟΤΙΚΩΝ ΥΠΑΛΛΗΛΩΝ: [688, 553, 844, 578]
- gibbs-rep: ΑΝΤΙΠΡΟΣΩΠΟΙ ΔΙΑ ΤΗΝ ΕΛΛΑΔΑ: [329, 1936, 527, 1948]
- machines-body: ΜΗΧΑΝΑΙ Γκαζοζας ἀρίστης ποιότητος, πωλοῦνται εἰς εὐθηνὰς τιμάς. Πληροφορίαι ὁδὸς Ἀγ. Σοφίας 17 Θεσσαλονίκη.: [660, 1049, 872, 1103]
- favre-agent: ΑΛΛΑΛΟΥΦ καὶ Σια: [42, 906, 163, 920]
- koinotis-heading1: ΚΟΙΝΟΤΗΣ ΚΟΛΥΝΔΡΟΥ: [885, 622, 1090, 639]
- aviation-sign: Ἐκ τοῦ Γραφείου: [1209, 847, 1305, 861]
- favre-date: τὴν 22αν Μαΐου: [61, 894, 144, 906]
- economic-sub: Ἐμπορικὴ κίνησις: [660, 1655, 762, 1669]
- faros-ports: ΜΕΣΩ ΕΥΡΩΠΗΣ καθημερινῶς διὰ ΠΑΤΡΑΣ, ΝΕΑΝ ΥΟΡΚΗΝ, ΜΑΣΣΑΛΙΑΝ, ΑΛΕΞΑΝΔΡΕΙΑΝ, ΚΑΛΑΜΑΣ, ΟΛΥΜΠΟΣ, ΝΕΑΝ ΦΡΑΝΣΗΝ.: [18, 1471, 187, 1532]
- ship-icon: [18, 1539, 187, 1634]
- supply-sign: Ἐκ τῆς ΓΔΕΜ: [1228, 735, 1305, 749]
- masthead-title: ΜΑΚΕΔΟΝΙΑ: [18, 60, 189, 86]
- facts-sub11-text: Ὁ Μακεδονικὸς Ἀθλητικὸς Σύλλογος ἐπρωτοστάτησε διὰ τὴν ἵδρυσιν γυμναστηρίου εἰς τὴν συνοικίαν Ἁγίας Τριάδος.: [1318, 711, 1590, 752]
- masthead-sun: Ανατ. ἡλίου 5 1. 50—Δυσμ. 7.58: [20, 158, 185, 170]
- announce-body: Τὸ Σωματεῖον «Ἐπαγγελματίαι Πωληταὶ» γνωστοποιεῖ εἰς τὰ μέλη του ὅτι ἐκλήθησαν εἰς γενικὴν συνέλευσιν διὰ τὴν Πέμπτην 16 Μαΐου περὶ ὥραν 4ην μ.μ. εἰς τὰ γραφεῖα του. Θέματα ἡμερησίας διατάξεως: ἐκλογὴ συμβουλίου καὶ ἔγκρισις λογαριασμῶν.: [660, 731, 872, 839]
- explosives-sign: Ἰακώβ Ἀβραμικῆς: [549, 969, 648, 983]
- column-3: [660, 48, 872, 1608]
- masthead-saint: Ἡσαΐου τοῦ Προφήτου: [45, 146, 160, 158]
- facts-sub1: ΠΑΝΕΠΙΣΤ. ΜΙΑΚΗ ΕΚΔΡΟΜΗ: [1357, 161, 1551, 175]
- facts-sub3: ΠΑΡΑΣΗΜΟΦΟΡΙΑ: [1395, 277, 1513, 291]
- facts-sub9-text: Ἀφίχθη ἐκ τῆς Ἀμερικῆς ὁ ὁμογενὴς κ. Π. Νικολάου.: [1318, 622, 1590, 650]
- exchange-sub: (ΑΓΓΑΙΩΝ ΤΙΜΩΝ ΞΕΝΩΝ ΧΡΗΜΑΤΙΣΤΗΡΙΩΝ): [916, 1767, 1049, 1789]
- kostika-top: ΕΡΓΟΣΤΑΣΙΟΝ ΦΡΟΥΤΟΠΟΤΩΝ: [56, 941, 149, 966]
- athletics-head1: Ο ΤΕΛΙΚΟΣ ΑΓΩΝ ΑΡΕΩΣ-Π.Α.Ο.Κ.: [271, 112, 585, 132]
- column-rule: [200, 44, 201, 2194]
- cars-heading2: ΔΙΑΚΗΡΥΞΙΣ: [1163, 888, 1242, 902]
- supply-body: Κρίθηκαν δεκταὶ αἱ προσφοραὶ διὰ τὴν προμήθειαν ὑλικῶν εἰς τοὺς συνοικισμοὺς τῶν προσφύγων. Οἱ ἐνδιαφερόμενοι δύνανται νὰ λάβωσιν γνῶσιν τῶν ὅρων.: [1100, 664, 1305, 731]
- koinotis-heading2: ΔΗΛΩΣΙΣ: [958, 638, 1017, 652]
- notice1-sign1: Θεσ/νίκη τῇ 3 Μαΐου 1929: [20, 792, 169, 806]
- facts-sub9: Η ΓΕΝΝΗΣΙΝ ΟΜΟΓΕΝΟΥ: [1372, 609, 1536, 623]
- annex-col: Ἀμερικῆς 38.2. Γαλλίας 11.1. Ἀγγλίας 33.1. Ἰταλίας 3.20. Ἑλβετίας 8.6. Ρουμανίας 1.58. ΛΙΒΕΡΠΟΥΛ: Βαμβάκιον. Ἀλβανία σῖτος 8.40.: [1096, 1638, 1305, 1705]
- facts-sub2-text: Ἀφίχθησαν ἐκ τῶν Ἀθηνῶν οἱ φοιτηταὶ τῆς Θεολογικῆς Σχολῆς διὰ νὰ ἐπισκεφθοῦν τὰ μνημεῖα τῆς πόλεως.: [1318, 232, 1590, 273]
- ad-faros: [10, 1293, 195, 1701]
- facts-sub7-text: Κατόπιν ἐνεργείας τῆς Τελωνειακῆς φρουρᾶς κατεσχέθη ποσότης καπνοῦ εἰσαχθεῖσα λαθραίως.: [1318, 521, 1590, 561]
- kostika-text: ΚΟΡΕΣΔΕΣ Ρουμανίας καὶ σπουδαιότεροι κατασκευασταὶ καὶ ἐξαγωγεῖς ἀφρωδῶν καὶ γλυκῶν. Γενικοὶ ἀντιπρόσωποι διὰ τὴν Ἑλλάδα: Ἀδελφοὶ Γ. Κουμπαρέλλη: [18, 1177, 187, 1249]
- coop-serres-heading2: "ΕΥΑΓΓΕΛΙΣΜΟΣ" ΣΕΡΡΩΝ: [903, 780, 1072, 794]
